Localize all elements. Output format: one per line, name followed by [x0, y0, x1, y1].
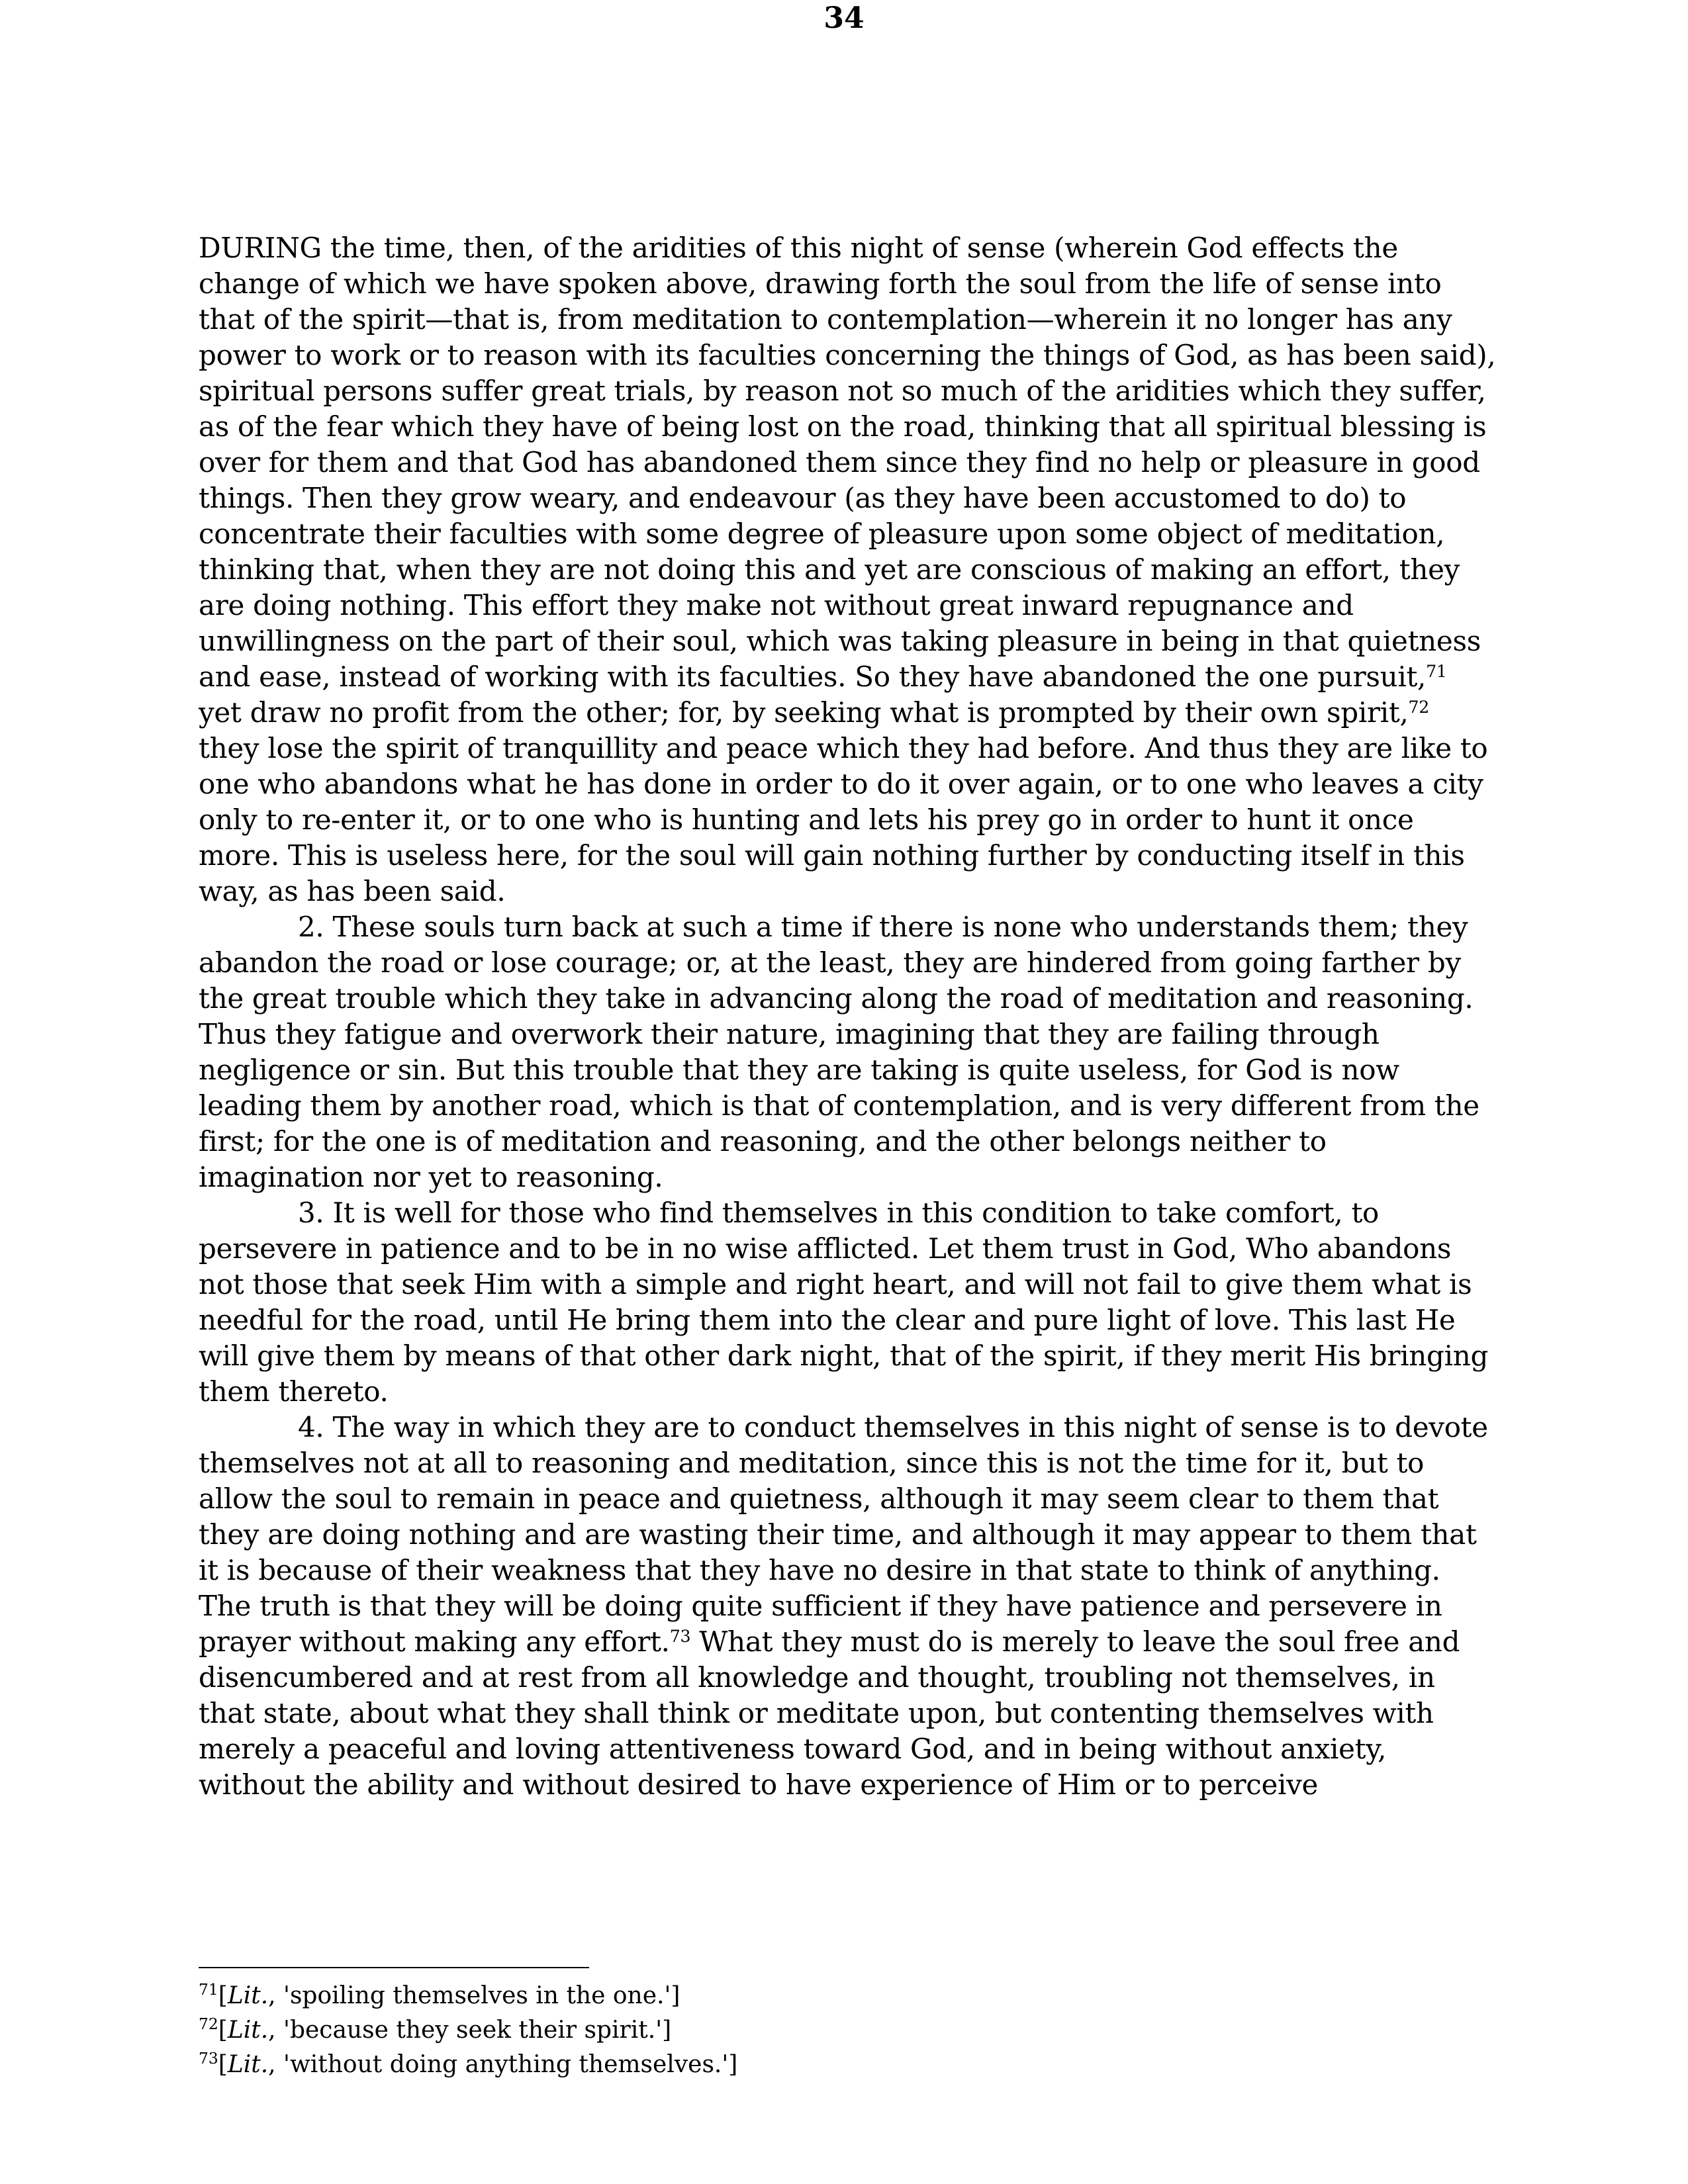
paragraph-4-text-b: What they must do is merely to leave the soul free and disencumbered and at rest from all knowledge and thought, troubling not themselves, in that state, about what they shall think or meditate upon, but contenting themselves with merely a peaceful and loving attentiveness toward God, and in being without anxiety, without the ability and without desired to have experience of Him or to perceive	[199, 1625, 1460, 1801]
footnote-ref-73[interactable]: 73	[669, 1627, 691, 1647]
paragraph-4-text-a: 4. The way in which they are to conduct themselves in this night of sense is to devote themselves not at all to reasoning and meditation, since this is not the time for it, but to allow the soul to remain in peace and quietness, although it may seem clear to them that they are doing nothing and are wasting their time, and although it may appear to them that it is because of their weakness that they have no desire in that state to think of anything. The truth is that they will be doing quite sufficient if they have patience and persevere in prayer without making any effort.	[199, 1411, 1488, 1658]
footnote-ref-72[interactable]: 72	[1408, 698, 1429, 717]
footnote-text: , 'because they seek their spirit.']	[268, 2017, 672, 2044]
footnote-71	[199, 1979, 1496, 2013]
paragraph-3-text: 3. It is well for those who find themselves in this condition to take comfort, to persevere in patience and to be in no wise afflicted. Let them trust in God, Who abandons not those that seek Him with a simple and right heart, and will not fail to give them what is needful for the road, until He bring them into the clear and pure light of love. This last He will give them by means of that other dark night, that of the spirit, if they merit His bringing them thereto.	[199, 1197, 1489, 1408]
footnote-open-bracket: [	[218, 2017, 228, 2044]
footnote-text: , 'spoiling themselves in the one.']	[268, 1982, 680, 2009]
paragraph-2-text: 2. These souls turn back at such a time if there is none who understands them; they abandon the road or lose courage; or, at the least, they are hindered from going farther by the great trouble which they take in advancing along the road of meditation and reasoning. Thus they fatigue and overwork their nature, imagining that they are failing through negligence or sin. But this trouble that they are taking is quite useless, for God is now leading them by another road, which is that of contemplation, and is very different from the first; for the one is of meditation and reasoning, and the other belongs neither to imagination nor yet to reasoning.	[199, 911, 1479, 1193]
paragraph-1	[199, 230, 1496, 909]
footnote-lit: Lit.	[227, 1982, 269, 2009]
footnote-number: 71	[199, 1980, 218, 1999]
footnote-number: 72	[199, 2015, 218, 2034]
footnotes	[199, 1979, 1496, 2082]
footnote-lit: Lit.	[227, 2051, 269, 2078]
footnote-open-bracket: [	[218, 1982, 228, 2009]
paragraph-2	[199, 909, 1496, 1195]
footnote-number: 73	[199, 2049, 218, 2068]
body-text	[199, 230, 1496, 1803]
page-number: 34	[823, 1, 865, 35]
footnote-open-bracket: [	[218, 2051, 228, 2078]
footnote-lit: Lit.	[227, 2017, 269, 2044]
paragraph-1-text-c: they lose the spirit of tranquillity and peace which they had before. And thus they are like to one who abandons what he has done in order to do it over again, or to one who leaves a city only to re-enter it, or to one who is hunting and lets his prey go in order to hunt it once more. This is useless here, for the soul will gain nothing further by conducting itself in this way, as has been said.	[199, 732, 1488, 907]
footnote-divider	[199, 1967, 589, 1968]
paragraph-4	[199, 1410, 1496, 1803]
footnote-text: , 'without doing anything themselves.']	[268, 2051, 738, 2078]
paragraph-1-text-b: yet draw no profit from the other; for, by seeking what is prompted by their own spirit,	[199, 696, 1409, 729]
footnote-ref-71[interactable]: 71	[1426, 662, 1447, 682]
paragraph-1-text-a: DURING the time, then, of the aridities of this night of sense (wherein God effects the change of which we have spoken above, drawing forth the soul from the life of sense into that of the spirit—that is, from meditation to contemplation—wherein it no longer has any power to work or to reason with its faculties concerning the things of God, as has been said), spiritual persons suffer great trials, by reason not so much of the aridities which they suffer, as of the fear which they have of being lost on the road, thinking that all spiritual blessing is over for them and that God has abandoned them since they find no help or pleasure in good things. Then they grow weary, and endeavour (as they have been accustomed to do) to concentrate their faculties with some degree of pleasure upon some object of meditation, thinking that, when they are not doing this and yet are conscious of making an effort, they are doing nothing. This effort they make not without great inward repugnance and unwillingness on the part of their soul, which was taking pleasure in being in that quietness and ease, instead of working with its faculties. So they have abandoned the one pursuit,	[199, 232, 1496, 693]
footnote-72	[199, 2013, 1496, 2048]
footnote-73	[199, 2048, 1496, 2082]
paragraph-3	[199, 1195, 1496, 1410]
